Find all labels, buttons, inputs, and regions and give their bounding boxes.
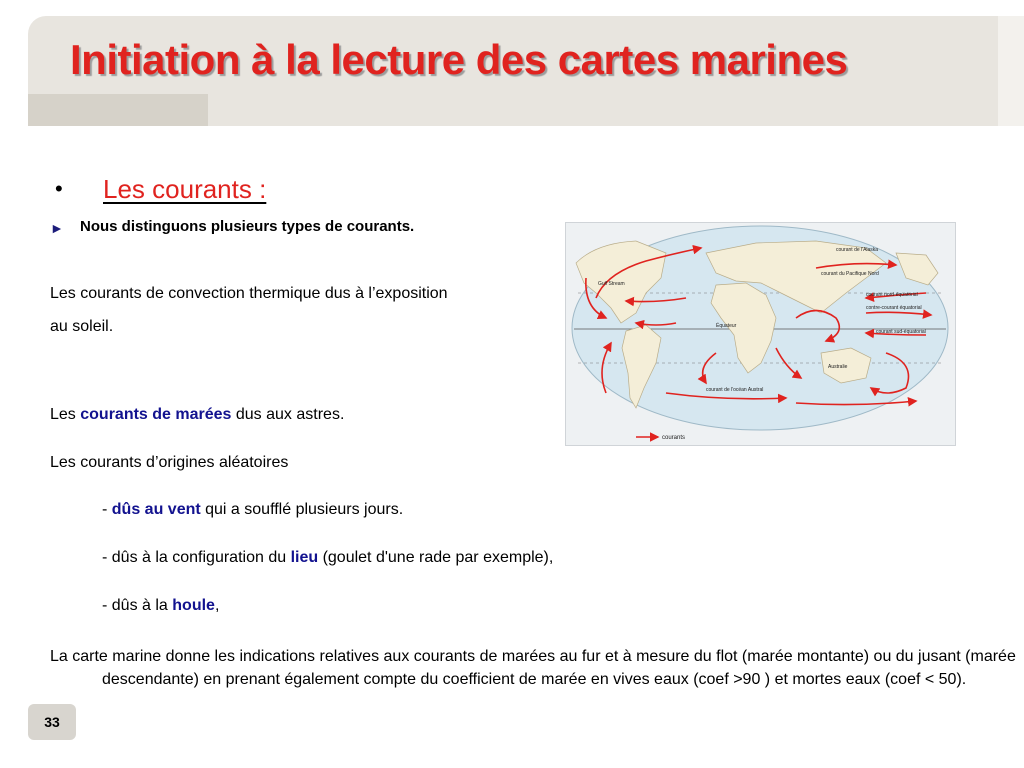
explanatory-paragraph: La carte marine donne les indications relatives aux courants de marées au fur et à mesure du flot (marée montante) ou du jusant (marée descendante) en prenant également compte du coefficient de marée en vives eaux (coef >90 ) et mortes eaux (coef < 50). xyxy=(50,648,1016,688)
slide-title: Initiation à la lecture des cartes marines xyxy=(70,36,848,83)
page-number: 33 xyxy=(28,704,76,740)
convection-line-1: Les courants de convection thermique dus à l’exposition xyxy=(50,285,448,302)
cause-vent xyxy=(102,501,403,519)
map-label-austral: courant de l'océan Austral xyxy=(706,387,764,393)
map-label-alaska: courant de l'Alaska xyxy=(836,247,879,253)
ocean-currents-map xyxy=(565,222,956,446)
section-heading-text: Les courants : xyxy=(103,174,267,204)
map-label-australie: Australie xyxy=(828,364,848,370)
cause-vent-pre: - xyxy=(102,501,112,518)
map-label-sud-eq: courant sud-équatorial xyxy=(876,329,926,335)
marees-post: dus aux astres. xyxy=(231,406,345,423)
cause-lieu-post: (goulet d'une rade par exemple), xyxy=(318,549,554,566)
marees-highlight: courants de marées xyxy=(80,406,232,423)
map-label-gulf: Gulf Stream xyxy=(598,281,625,287)
arrow-bullet-icon: ► xyxy=(50,220,64,236)
cause-houle-post: , xyxy=(214,597,220,614)
cause-lieu-highlight: lieu xyxy=(290,549,319,566)
title-accent xyxy=(28,94,208,126)
section-heading xyxy=(103,174,266,205)
cause-houle-pre: - dûs à la xyxy=(102,597,173,614)
cause-vent-highlight: dûs au vent xyxy=(111,501,201,518)
cause-lieu-pre: - dûs à la configuration du xyxy=(102,549,291,566)
map-label-pacifique: courant du Pacifique Nord xyxy=(821,271,879,277)
title-bar-edge xyxy=(998,16,1024,126)
map-label-nord-eq: courant nord-équatorial xyxy=(866,292,918,298)
ocean-currents-map-svg xyxy=(566,223,955,445)
cause-houle xyxy=(102,597,219,615)
marees-line xyxy=(50,406,344,424)
legend-label: courants xyxy=(662,435,686,441)
lead-text: Nous distinguons plusieurs types de courants. xyxy=(80,218,415,235)
map-label-equateur: Équateur xyxy=(716,323,737,329)
cause-vent-post: qui a soufflé plusieurs jours. xyxy=(200,501,404,518)
cause-houle-highlight: houle xyxy=(172,597,215,614)
marees-pre: Les xyxy=(50,406,81,423)
bullet-icon: • xyxy=(55,176,63,201)
map-label-contre: contre-courant équatorial xyxy=(866,305,922,311)
convection-line-2: au soleil. xyxy=(50,318,114,335)
aleatoires-line: Les courants d’origines aléatoires xyxy=(50,454,289,471)
cause-lieu xyxy=(102,549,553,567)
